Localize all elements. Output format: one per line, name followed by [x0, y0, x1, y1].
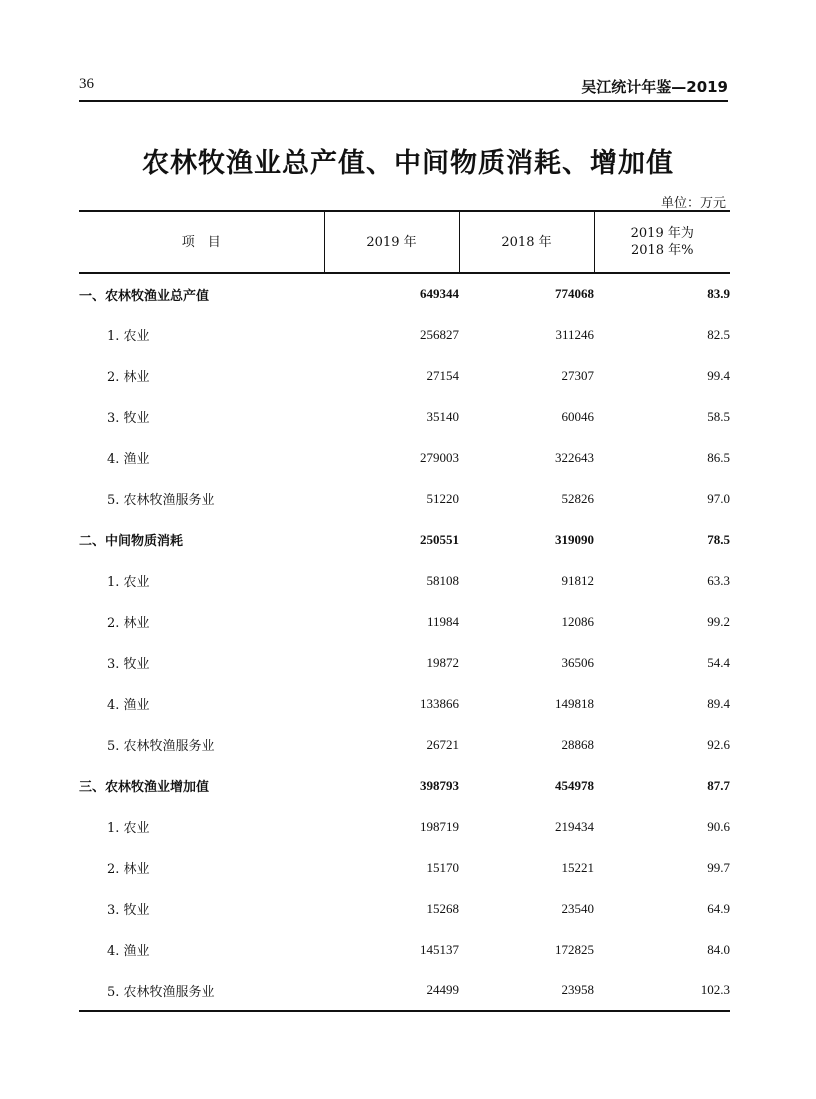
value-2019: 11984 [426, 613, 459, 629]
value-2018: 23540 [561, 900, 594, 916]
value-2018: 774068 [555, 286, 594, 301]
table-row [79, 724, 730, 765]
value-2018: 311246 [555, 326, 594, 342]
table-row [79, 683, 730, 724]
column-header-ratio [594, 211, 730, 273]
table-row [79, 847, 730, 888]
value-2018: 91812 [561, 572, 594, 588]
table-section-row [79, 273, 730, 314]
value-2018: 12086 [561, 613, 594, 629]
value-2018: 27307 [561, 367, 594, 383]
value-ratio: 99.4 [707, 367, 730, 383]
value-2018: 172825 [555, 941, 594, 957]
book-title: 吴江统计年鉴—2019 [581, 78, 728, 96]
table-header [79, 211, 730, 273]
value-2018: 23958 [459, 970, 594, 1011]
value-2018: 52826 [561, 490, 594, 506]
unit-label: 单位：万元 [660, 196, 726, 211]
row-label: 1. 农业 [107, 821, 150, 836]
row-label: 5. 农林牧渔服务业 [107, 493, 215, 508]
value-2018: 28868 [561, 736, 594, 752]
column-header-2018: 2018 年 [459, 211, 594, 273]
table-body [79, 273, 730, 1011]
value-2019: 198719 [420, 818, 459, 834]
row-label: 一、农林牧渔业总产值 [79, 288, 210, 304]
table-section-row [79, 765, 730, 806]
table-row [79, 929, 730, 970]
table-section-row [79, 519, 730, 560]
value-ratio: 97.0 [707, 490, 730, 506]
row-label: 3. 牧业 [107, 657, 150, 672]
value-ratio: 89.4 [707, 695, 730, 711]
value-2019: 26721 [426, 736, 459, 752]
value-2019: 15170 [426, 859, 459, 875]
value-2019: 15268 [426, 900, 459, 916]
statistics-table [79, 210, 730, 1012]
table-row [79, 314, 730, 355]
value-2019: 58108 [426, 572, 459, 588]
value-2018: 454978 [555, 777, 594, 793]
row-label: 3. 牧业 [107, 903, 150, 918]
value-ratio: 102.3 [594, 970, 730, 1011]
value-ratio: 99.2 [707, 613, 730, 629]
table-row [79, 478, 730, 519]
value-2019: 279003 [420, 449, 459, 465]
row-label: 二、中间物质消耗 [79, 534, 184, 549]
value-2018: 15221 [561, 859, 594, 875]
page-number: 36 [79, 76, 94, 92]
table-row [79, 806, 730, 847]
row-label: 5. 农林牧渔服务业 [79, 970, 324, 1011]
value-2018: 60046 [561, 408, 594, 424]
table-row [79, 601, 730, 642]
value-ratio: 83.9 [707, 286, 730, 301]
table-row [79, 642, 730, 683]
table-row [79, 355, 730, 396]
row-label: 2. 林业 [107, 862, 150, 877]
row-label: 5. 农林牧渔服务业 [107, 739, 215, 754]
value-2018: 322643 [555, 449, 594, 465]
value-2018: 149818 [555, 695, 594, 711]
value-2018: 219434 [555, 818, 594, 834]
value-ratio: 84.0 [707, 941, 730, 957]
value-2018: 319090 [555, 531, 594, 547]
value-ratio: 99.7 [707, 859, 730, 875]
value-2019: 250551 [420, 531, 459, 547]
value-2018: 36506 [561, 654, 594, 670]
value-2019: 649344 [420, 286, 459, 301]
value-ratio: 64.9 [707, 900, 730, 916]
row-label: 1. 农业 [107, 575, 150, 590]
value-ratio: 86.5 [707, 449, 730, 465]
value-ratio: 63.3 [707, 572, 730, 588]
table-row [79, 888, 730, 929]
page-header [79, 76, 728, 102]
row-label: 2. 林业 [107, 370, 150, 385]
value-ratio: 92.6 [707, 736, 730, 752]
table-row [79, 437, 730, 478]
row-label: 4. 渔业 [107, 944, 150, 959]
value-2019: 19872 [426, 654, 459, 670]
value-ratio: 54.4 [707, 654, 730, 670]
column-header-2019: 2019 年 [324, 211, 459, 273]
value-2019: 24499 [324, 970, 459, 1011]
value-ratio: 90.6 [707, 818, 730, 834]
row-label: 3. 牧业 [107, 411, 150, 426]
value-2019: 35140 [426, 408, 459, 424]
column-header-ratio-text: 2019 年为 2018 年% [630, 226, 694, 258]
column-header-item: 项 目 [79, 211, 324, 273]
table-row [79, 970, 730, 1011]
value-2019: 145137 [420, 941, 459, 957]
value-ratio: 82.5 [707, 326, 730, 342]
value-2019: 398793 [420, 777, 459, 793]
row-label: 2. 林业 [107, 616, 150, 631]
value-2019: 133866 [420, 695, 459, 711]
table-row [79, 560, 730, 601]
value-2019: 27154 [426, 367, 459, 383]
row-label: 4. 渔业 [107, 698, 150, 713]
value-ratio: 58.5 [707, 408, 730, 424]
table-row [79, 396, 730, 437]
row-label: 1. 农业 [107, 329, 150, 344]
value-2019: 256827 [420, 326, 459, 342]
value-ratio: 78.5 [707, 531, 730, 547]
value-2019: 51220 [426, 490, 459, 506]
page-title: 农林牧渔业总产值、中间物质消耗、增加值 [142, 148, 674, 179]
row-label: 4. 渔业 [107, 452, 150, 467]
row-label: 三、农林牧渔业增加值 [79, 780, 210, 795]
value-ratio: 87.7 [707, 777, 730, 793]
